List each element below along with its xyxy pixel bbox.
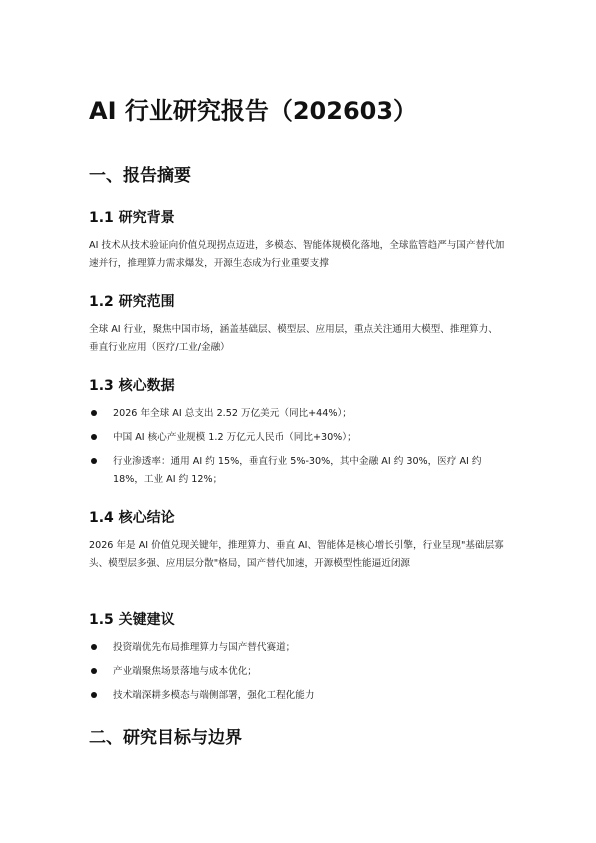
bullet-icon — [91, 410, 97, 416]
bullet-icon — [91, 434, 97, 440]
list-item-text: 产业端聚焦场景落地与成本优化； — [113, 666, 257, 677]
list-item-text: 技术端深耕多模态与端侧部署，强化工程化能力 — [113, 690, 315, 701]
list-item — [89, 405, 507, 423]
list-item — [89, 663, 507, 681]
bullet-icon — [91, 458, 97, 464]
list-item-text: 2026 年全球 AI 总支出 2.52 万亿美元（同比+44%）； — [113, 408, 352, 419]
list-item-text: 投资端优先布局推理算力与国产替代赛道； — [113, 642, 296, 653]
section-heading-summary: 一、报告摘要 — [89, 166, 191, 186]
list-item — [89, 429, 507, 447]
conclusion-paragraph: 2026 年是 AI 价值兑现关键年，推理算力、垂直 AI、智能体是核心增长引擎，行业呈现"基础层寡头、模型层多强、应用层分散"格局，国产替代加速，开源模型性能逼近闭源 — [89, 540, 504, 569]
list-item-text: 中国 AI 核心产业规模 1.2 万亿元人民币（同比+30%）； — [113, 432, 357, 443]
list-item-text: 行业渗透率：通用 AI 约 15%，垂直行业 5%-30%，其中金融 AI 约 30%，医疗 AI 约 18%，工业 AI 约 12%； — [113, 456, 482, 485]
bullet-icon — [91, 692, 97, 698]
subsection-heading-conclusion: 1.4 核心结论 — [89, 510, 175, 526]
core-data-list — [89, 405, 507, 495]
list-item — [89, 639, 507, 657]
bullet-icon — [91, 644, 97, 650]
subsection-heading-scope: 1.2 研究范围 — [89, 294, 175, 310]
list-item — [89, 453, 507, 489]
subsection-heading-core-data: 1.3 核心数据 — [89, 378, 175, 394]
list-item — [89, 687, 507, 705]
report-title: AI 行业研究报告（202603） — [89, 97, 418, 125]
scope-paragraph: 全球 AI 行业，聚焦中国市场，涵盖基础层、模型层、应用层，重点关注通用大模型、推理算力、垂直行业应用（医疗/工业/金融） — [89, 324, 498, 353]
section-heading-goals: 二、研究目标与边界 — [89, 728, 242, 748]
subsection-heading-background: 1.1 研究背景 — [89, 210, 175, 226]
bullet-icon — [91, 668, 97, 674]
recommendations-list — [89, 639, 507, 711]
subsection-heading-recommendations: 1.5 关键建议 — [89, 612, 175, 628]
background-paragraph: AI 技术从技术验证向价值兑现拐点迈进，多模态、智能体规模化落地，全球监管趋严与国产替代加速并行，推理算力需求爆发，开源生态成为行业重要支撑 — [89, 240, 505, 269]
